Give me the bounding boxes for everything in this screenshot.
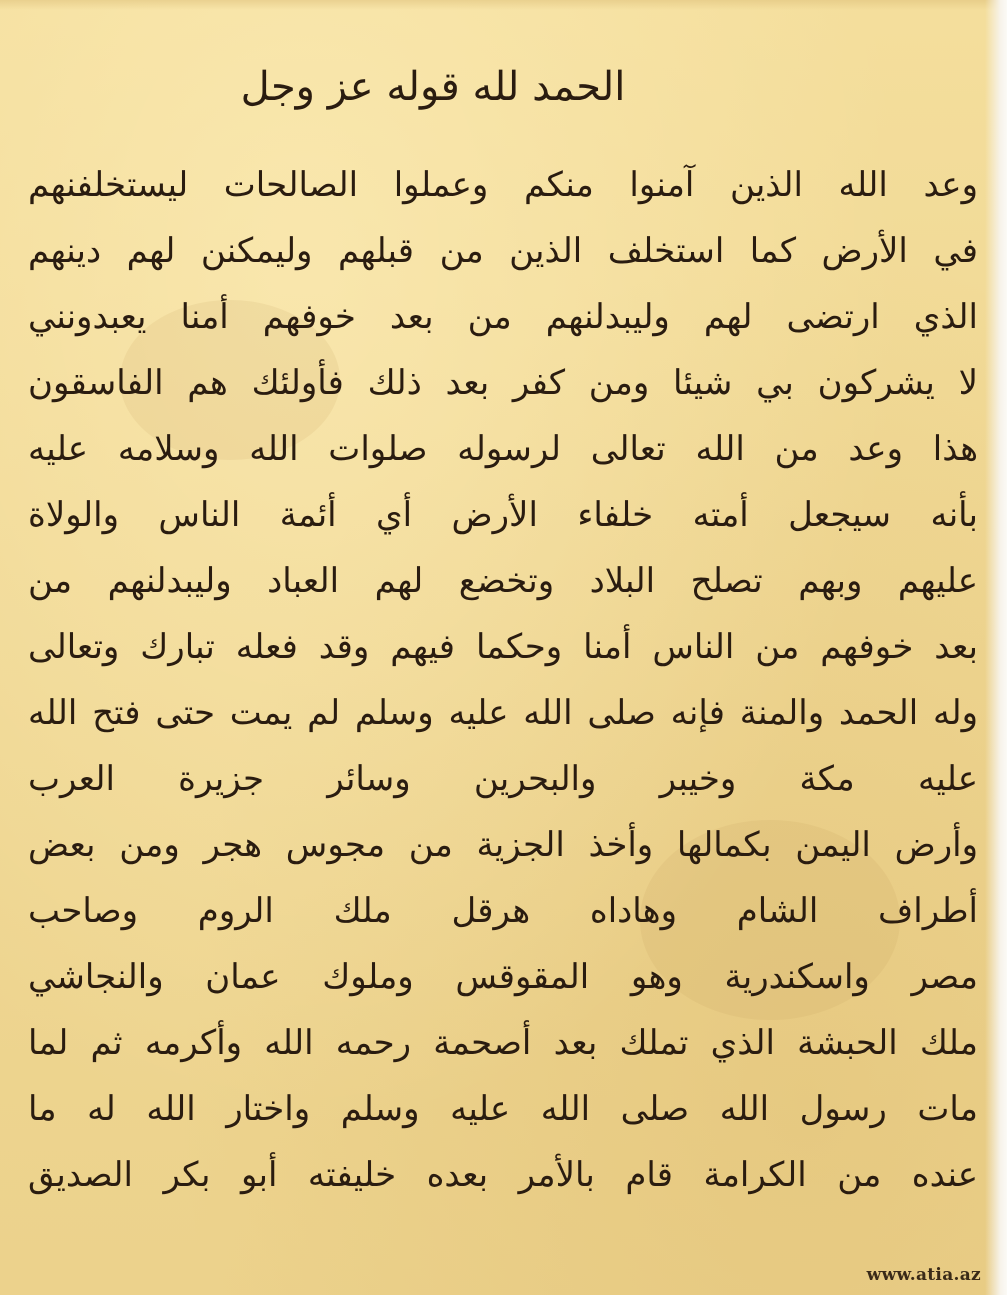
manuscript-line: مصر واسكندرية وهو المقوقس وملوك عمان والنجاشي (28, 957, 978, 997)
manuscript-line: وأرض اليمن بكمالها وأخذ الجزية من مجوس هجر ومن بعض (28, 825, 978, 865)
manuscript-line: في الأرض كما استخلف الذين من قبلهم وليمكنن لهم دينهم (28, 231, 978, 271)
manuscript-line: مات رسول الله صلى الله عليه وسلم واختار الله له ما (28, 1089, 978, 1129)
watermark: www.atia.az (866, 1265, 981, 1285)
manuscript-line: وله الحمد والمنة فإنه صلى الله عليه وسلم لم يمت حتى فتح الله (28, 693, 978, 733)
manuscript-line: عليه مكة وخيبر والبحرين وسائر جزيرة العرب (28, 759, 978, 799)
manuscript-line: بأنه سيجعل أمته خلفاء الأرض أي أئمة الناس والولاة (28, 495, 978, 535)
manuscript-line: ملك الحبشة الذي تملك بعد أصحمة رحمه الله وأكرمه ثم لما (28, 1023, 978, 1063)
manuscript-line: أطراف الشام وهاداه هرقل ملك الروم وصاحب (28, 891, 978, 931)
manuscript-line: هذا وعد من الله تعالى لرسوله صلوات الله وسلامه عليه (28, 429, 978, 469)
manuscript-line: بعد خوفهم من الناس أمنا وحكما فيهم وقد فعله تبارك وتعالى (28, 627, 978, 667)
paper-top-shadow (0, 0, 1007, 10)
manuscript-line: وعد الله الذين آمنوا منكم وعملوا الصالحات ليستخلفنهم (28, 165, 978, 205)
manuscript-text (28, 52, 978, 1208)
manuscript-line: عليهم وبهم تصلح البلاد وتخضع لهم العباد وليبدلنهم من (28, 561, 978, 601)
paper-torn-edge (985, 0, 1007, 1295)
manuscript-line: الذي ارتضى لهم وليبدلنهم من بعد خوفهم أمنا يعبدونني (28, 297, 978, 337)
manuscript-line: عنده من الكرامة قام بالأمر بعده خليفته أبو بكر الصديق (28, 1155, 978, 1195)
manuscript-line: لا يشركون بي شيئا ومن كفر بعد ذلك فأولئك هم الفاسقون (28, 363, 978, 403)
manuscript-heading: الحمد لله قوله عز وجل (240, 64, 626, 110)
